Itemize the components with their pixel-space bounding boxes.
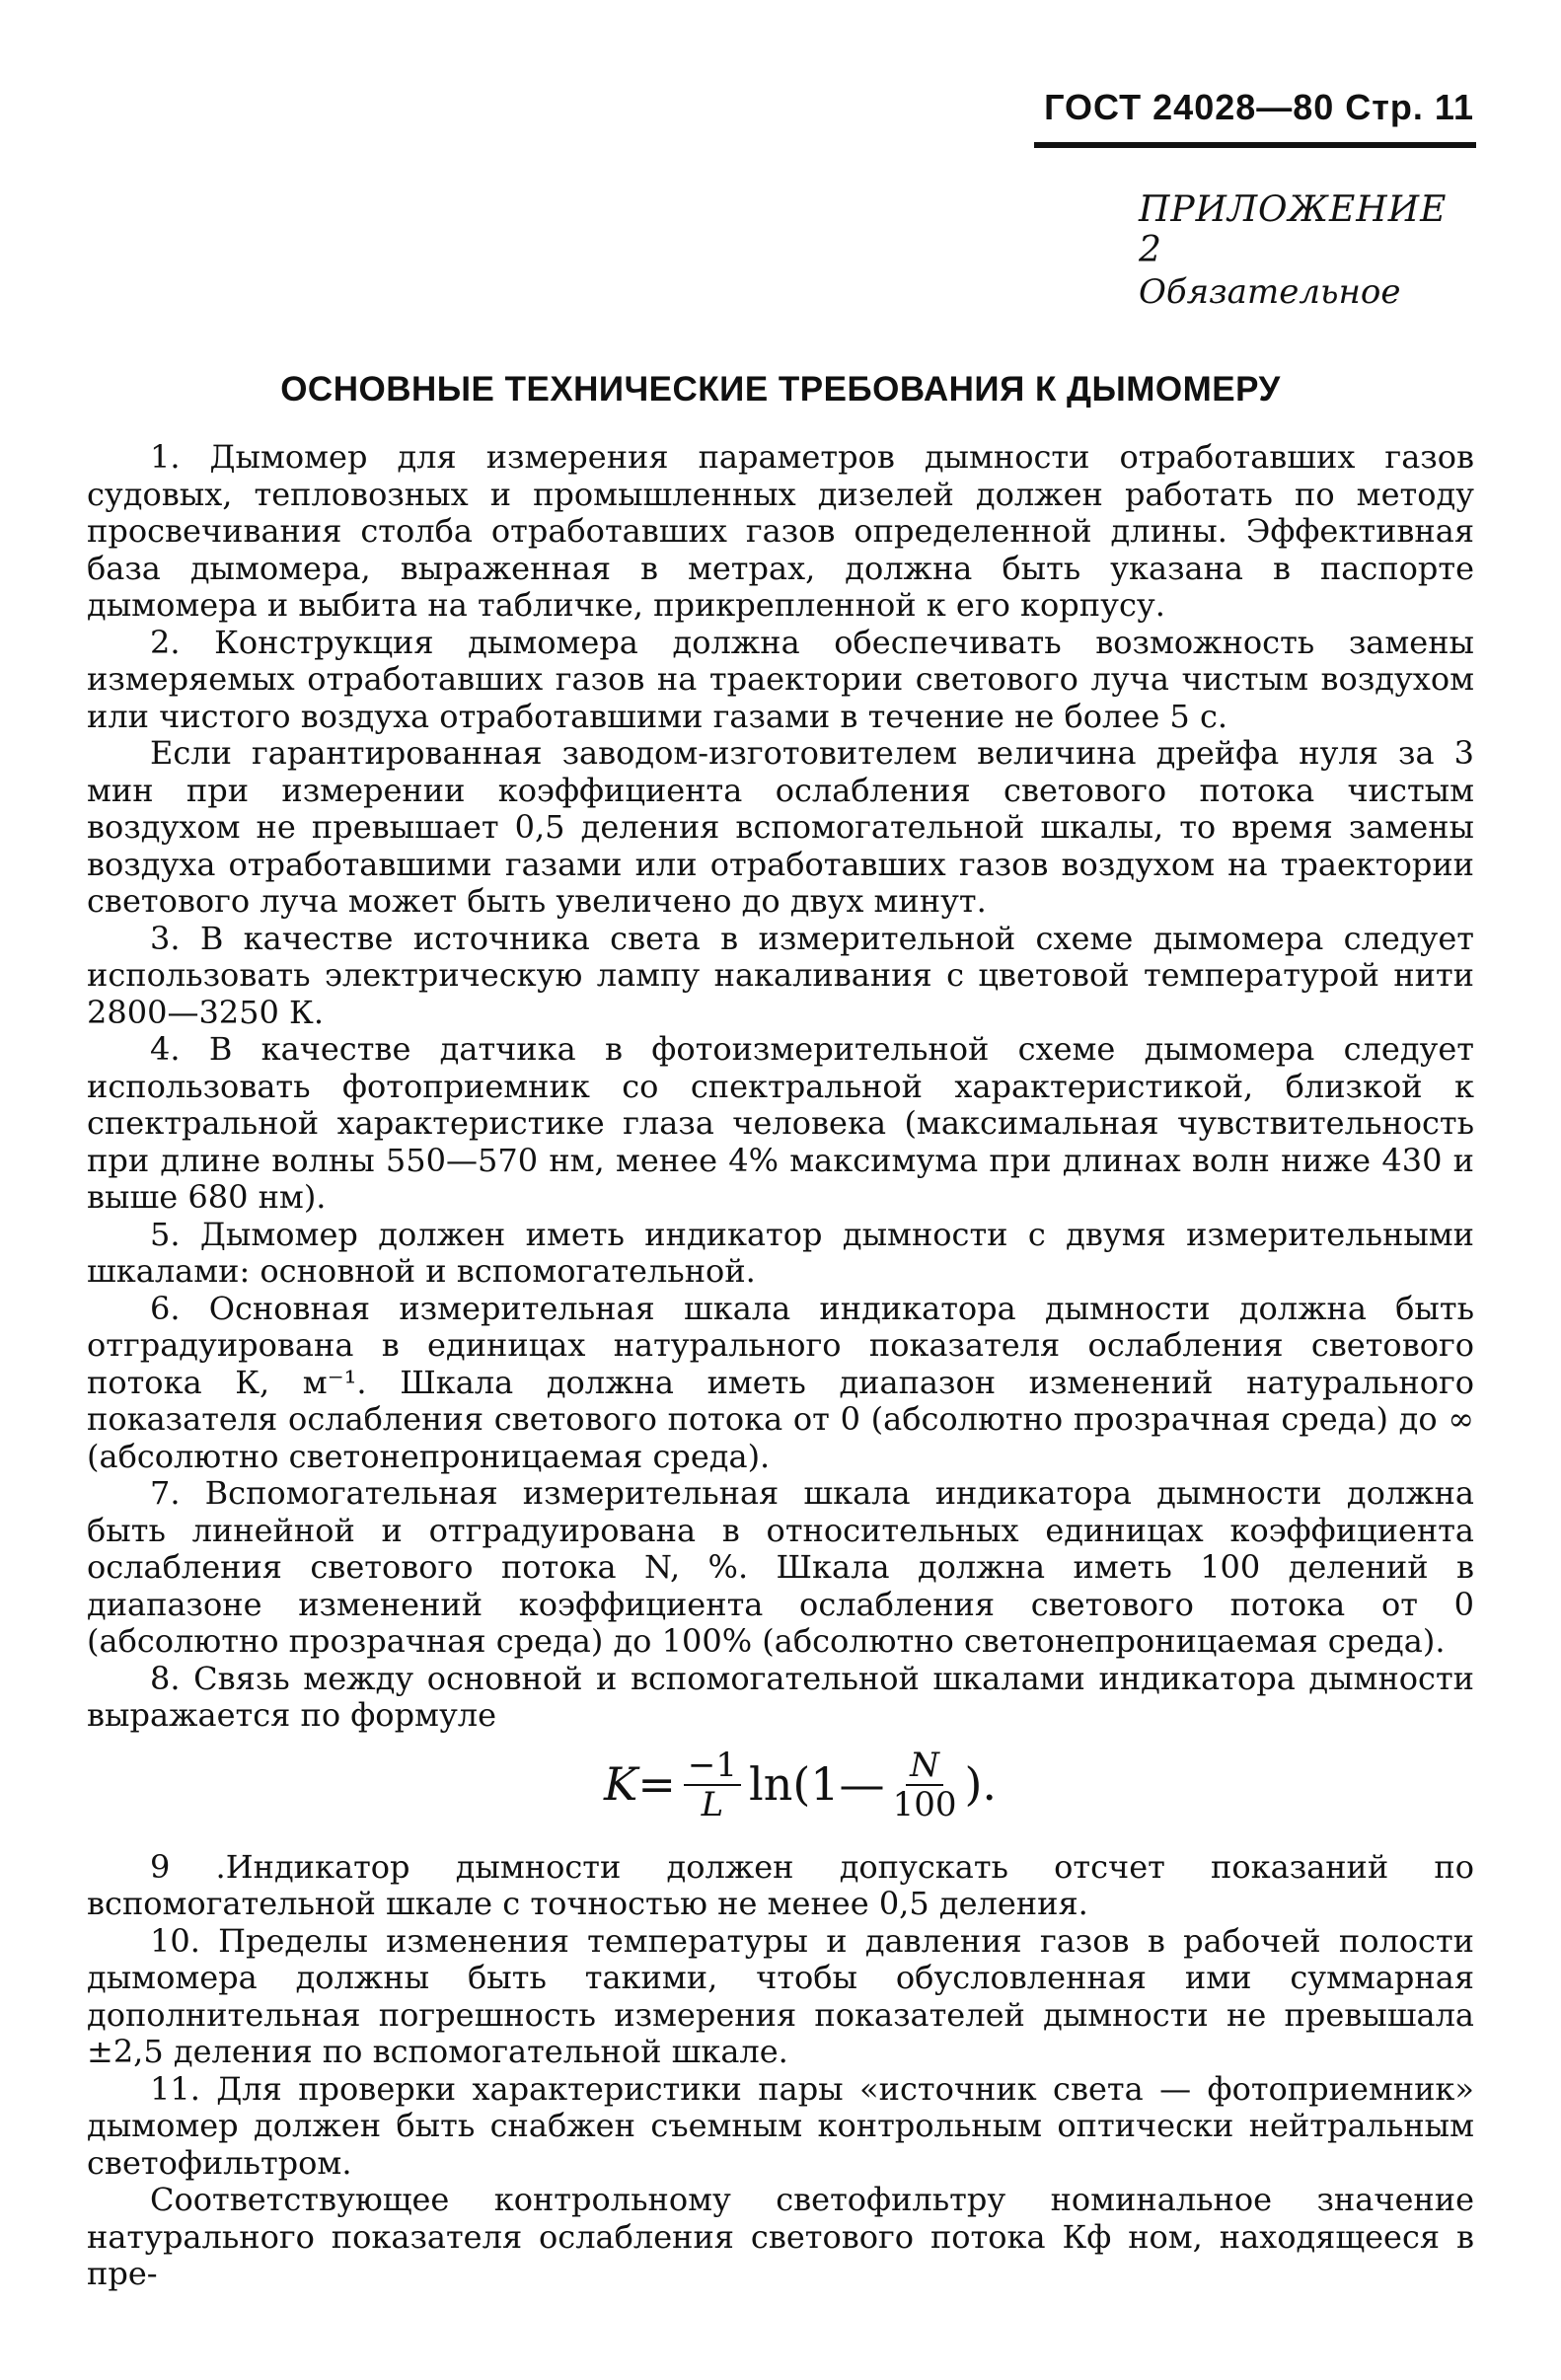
paragraph-4: 4. В качестве датчика в фотоизмерительной схеме дымомера следует использовать фотоприемник со спектральной характеристикой, близкой к спектральной характеристике глаза человека (максимальная чувствительность при длине волны 550—570 нм, менее 4% максимума при длинах волн ниже 430 и выше 680 нм). — [87, 1030, 1474, 1216]
paragraph-11: 11. Для проверки характеристики пары «источник света — фотоприемник» дымомер должен быть снабжен съемным контрольным оптически нейтральным светофильтром. — [87, 2069, 1474, 2182]
paragraph-2: 2. Конструкция дымомера должна обеспечивать возможность замены измеряемых отработавших газов на траектории светового луча чистым воздухом или чистого воздуха отработавшими газами в течение не более 5 с. — [87, 623, 1474, 735]
paragraph-6: 6. Основная измерительная шкала индикатора дымности должна быть отградуирована в единицах натурального показателя ослабления светового потока К, м⁻¹. Шкала должна иметь диапазон изменений натурального показателя ослабления светового потока от 0 (абсолютно прозрачная среда) до ∞ (абсолютно светонепроницаемая среда). — [87, 1289, 1474, 1475]
formula-frac1-num: −1 — [684, 1747, 741, 1786]
formula — [87, 1747, 1474, 1835]
appendix-label: ПРИЛОЖЕНИЕ 2 — [1139, 189, 1448, 270]
appendix-block — [1139, 189, 1474, 312]
formula-fraction-1 — [684, 1747, 741, 1823]
formula-close: ). — [964, 1756, 998, 1811]
formula-ln: ln(1— — [749, 1756, 885, 1811]
paragraph-7: 7. Вспомогательная измерительная шкала индикатора дымности должна быть линейной и отградуирована в относительных единицах коэффициента ослабления светового потока N, %. Шкала должна иметь 100 делений в диапазоне изменений коэффициента ослабления светового потока от 0 (абсолютно прозрачная среда) до 100% (абсолютно светонепроницаемая среда). — [87, 1474, 1474, 1660]
appendix-status: Обязательное — [1139, 272, 1401, 312]
paragraph-3: 3. В качестве источника света в измерительной схеме дымомера следует использовать электрическую лампу накаливания с цветовой температурой нити 2800—3250 К. — [87, 919, 1474, 1031]
paragraph-11b: Соответствующее контрольному светофильтру номинальное значение натурального показателя ослабления светового потока Кф ном, находящееся в пре- — [87, 2181, 1474, 2292]
formula-lhs: K= — [603, 1756, 676, 1811]
section-title: ОСНОВНЫЕ ТЕХНИЧЕСКИЕ ТРЕБОВАНИЯ К ДЫМОМЕРУ — [280, 370, 1281, 409]
formula-frac2-den: 100 — [892, 1784, 957, 1824]
header-rule — [1034, 142, 1476, 148]
paragraph-1: 1. Дымомер для измерения параметров дымности отработавших газов судовых, тепловозных и промышленных дизелей должен работать по методу просвечивания столба отработавших газов определенной длины. Эффективная база дымомера, выраженная в метрах, должна быть указана в паспорте дымомера и выбита на табличке, прикрепленной к его корпусу. — [87, 438, 1474, 624]
document-body — [87, 439, 1474, 2293]
paragraph-9: 9 .Индикатор дымности должен допускать отсчет показаний по вспомогательной шкале с точностью не менее 0,5 деления. — [87, 1847, 1474, 1922]
formula-frac1-den: L — [701, 1784, 724, 1824]
paragraph-5: 5. Дымомер должен иметь индикатор дымности с двумя измерительными шкалами: основной и вспомогательной. — [87, 1215, 1474, 1290]
formula-frac2-num: N — [906, 1747, 943, 1786]
paragraph-2b: Если гарантированная заводом-изготовителем величина дрейфа нуля за 3 мин при измерении коэффициента ослабления светового потока чистым воздухом не превышает 0,5 деления вспомогательной шкалы, то время замены воздуха отработавшими газами или отработавших газов воздухом на траектории светового луча может быть увеличено до двух минут. — [87, 734, 1474, 920]
paragraph-10: 10. Пределы изменения температуры и давления газов в рабочей полости дымомера должны быть такими, чтобы обусловленная ими суммарная дополнительная погрешность измерения показателей дымности не превышала ±2,5 деления по вспомогательной шкале. — [87, 1921, 1474, 2070]
paragraph-8: 8. Связь между основной и вспомогательной шкалами индикатора дымности выражается по формуле — [87, 1659, 1474, 1734]
formula-fraction-2 — [893, 1747, 957, 1823]
page-header: ГОСТ 24028—80 Стр. 11 — [1044, 87, 1474, 127]
